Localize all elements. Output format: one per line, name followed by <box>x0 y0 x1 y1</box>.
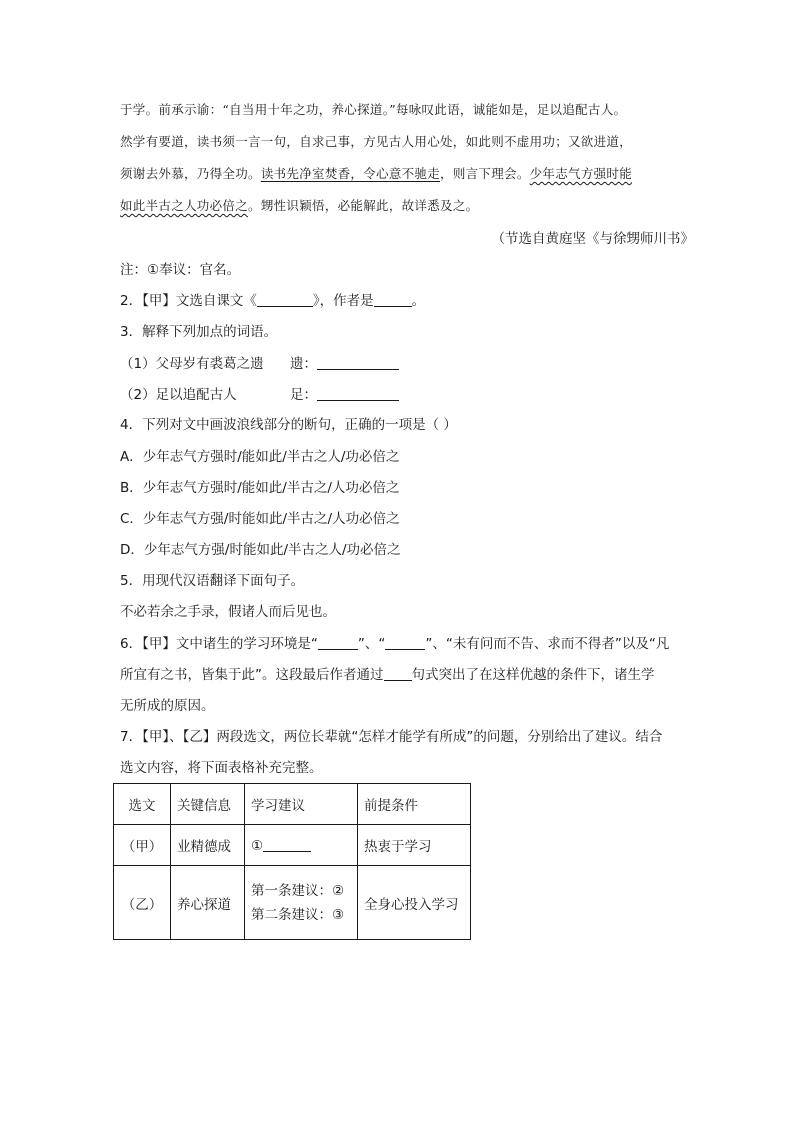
question-5-sentence: 不必若余之手录，假诸人而后见也。 <box>120 604 336 620</box>
question-4-stem: 4．下列对文中画波浪线部分的断句，正确的一项是（ ） <box>120 417 457 433</box>
answer-blank[interactable] <box>318 635 358 650</box>
question-text: 2．【甲】文选自课文《 <box>120 293 257 309</box>
answer-table <box>113 783 471 940</box>
question-text: ”、“未有问而不告、求而不得者”以及“凡 <box>425 636 670 652</box>
question-text: 所宜有之书，皆集于此”。这段最后作者通过 <box>120 667 384 683</box>
table-row <box>114 866 471 940</box>
answer-blank[interactable] <box>257 292 313 307</box>
item-word: 足： <box>290 387 317 403</box>
question-6-line-2 <box>120 665 655 685</box>
passage-text: 须谢去外慕，乃得全功。 <box>120 166 261 181</box>
table-cell: （乙） <box>114 866 171 940</box>
table-cell-advice <box>245 825 358 866</box>
table-cell: 业精德成 <box>171 825 245 866</box>
question-6-line-3: 无所成的原因。 <box>120 698 215 714</box>
option-a[interactable]: A．少年志气方强时/能如此/半古之人/功必倍之 <box>120 449 400 465</box>
answer-blank[interactable] <box>385 635 425 650</box>
item-label: （2）足以追配古人 <box>120 387 237 403</box>
table-row <box>114 825 471 866</box>
answer-blank[interactable] <box>263 837 311 852</box>
answer-blank[interactable] <box>317 386 399 401</box>
question-5-stem: 5．用现代汉语翻译下面句子。 <box>120 573 305 589</box>
item-word: 遗： <box>290 356 317 372</box>
passage-line-3 <box>120 164 632 184</box>
option-d[interactable]: D．少年志气方强/时能如此/半古之人/功必倍之 <box>120 542 401 558</box>
wavy-underlined-sentence: 少年志气方强时能 <box>529 166 633 181</box>
option-c[interactable]: C．少年志气方强/时能如此/半古之/人功必倍之 <box>120 511 400 527</box>
table-cell-advice <box>245 866 358 940</box>
passage-line-4 <box>120 196 478 216</box>
underlined-sentence: 读书先净室焚香，令心意不驰走 <box>260 166 441 181</box>
annotation-note: 注：①奉议：官名。 <box>120 262 241 278</box>
question-7-line-2: 选文内容，将下面表格补充完整。 <box>120 760 323 776</box>
table-cell: （甲） <box>114 825 171 866</box>
passage-text: 。甥性识颖悟，必能解此，故详悉及之。 <box>248 198 479 213</box>
question-text: 6．【甲】文中诸生的学习环境是“ <box>120 636 318 652</box>
advice-2[interactable]: 第二条建议：③ <box>251 906 345 923</box>
table-header-cell: 前提条件 <box>358 784 471 825</box>
table-cell: 全身心投入学习 <box>358 866 471 940</box>
passage-line-2: 然学有要道，读书须一言一句，自求己事，方见古人用心处，如此则不虚用功；又欲进道， <box>120 134 633 149</box>
answer-blank[interactable] <box>317 355 399 370</box>
answer-blank[interactable] <box>374 292 412 307</box>
wavy-underlined-sentence: 如此半古之人功必倍之 <box>120 198 249 213</box>
table-header-cell: 学习建议 <box>245 784 358 825</box>
advice-label: ① <box>251 837 264 854</box>
table-cell: 热衷于学习 <box>358 825 471 866</box>
option-b[interactable]: B．少年志气方强时/能如此/半古之/人功必倍之 <box>120 480 400 496</box>
question-2 <box>120 291 425 311</box>
question-7-line-1: 7．【甲】、【乙】两段选文，两位长辈就“怎样才能学有所成”的问题，分别给出了建议。结合 <box>120 729 663 745</box>
passage-source: （节选自黄庭坚《与徐甥师川书》 <box>491 231 694 247</box>
question-text: 。 <box>411 293 426 309</box>
question-3-item-1 <box>120 354 399 374</box>
question-text: 句式突出了在这样优越的条件下，诸生学 <box>411 667 655 683</box>
passage-line-1: 于学。前承示谕：“自当用十年之功，养心探道。”每咏叹此语，诚能如是，足以追配古人。 <box>120 102 627 117</box>
item-label: （1）父母岁有裘葛之遗 <box>120 356 264 372</box>
question-6-line-1 <box>120 634 669 654</box>
table-header-row <box>114 784 471 825</box>
table-cell: 养心探道 <box>171 866 245 940</box>
question-3-stem: 3．解释下列加点的词语。 <box>120 324 278 340</box>
table-header-cell: 关键信息 <box>171 784 245 825</box>
answer-blank[interactable] <box>384 666 412 681</box>
advice-1[interactable]: 第一条建议：② <box>251 882 345 899</box>
table-header-cell: 选文 <box>114 784 171 825</box>
question-text: ”、“ <box>357 636 386 652</box>
question-text: 》，作者是 <box>312 293 374 309</box>
passage-text: ，则言下理会。 <box>440 166 530 181</box>
question-3-item-2 <box>120 385 399 405</box>
